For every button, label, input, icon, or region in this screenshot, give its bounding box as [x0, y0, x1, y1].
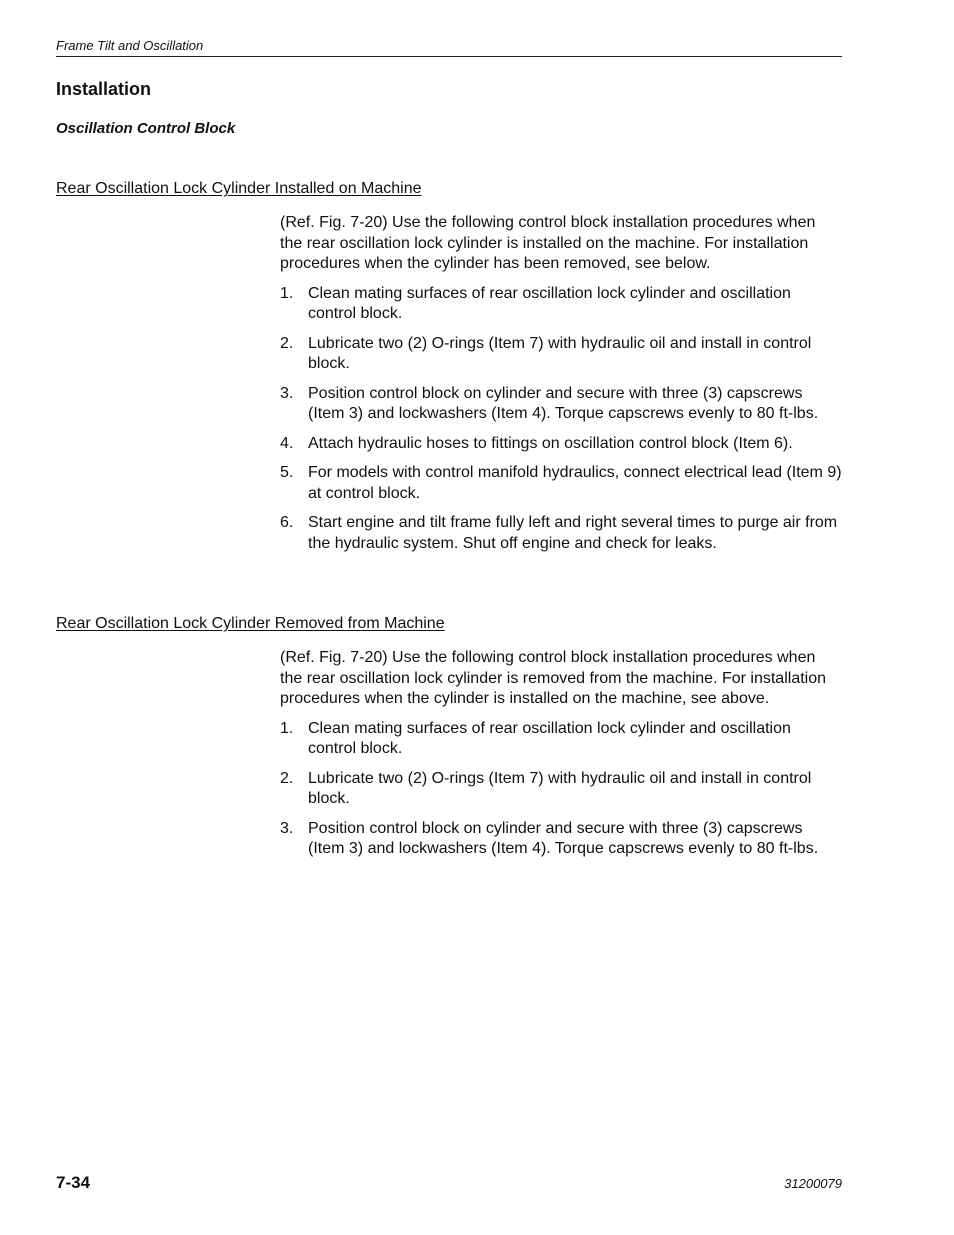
- step-text: Position control block on cylinder and secure with three (3) capscrews (Item 3) and lockwashers (Item 4). Torque capscrews evenly to 80 ft-lbs.: [308, 384, 819, 422]
- procedure-heading-installed: Rear Oscillation Lock Cylinder Installed on Machine: [56, 180, 422, 197]
- step-item: [280, 334, 842, 375]
- step-item: [280, 384, 842, 425]
- step-text: Attach hydraulic hoses to fittings on oscillation control block (Item 6).: [308, 434, 793, 452]
- step-number: 2.: [280, 769, 294, 787]
- step-number: 6.: [280, 514, 294, 531]
- step-text: Lubricate two (2) O-rings (Item 7) with hydraulic oil and install in control block.: [308, 769, 812, 807]
- step-number: 4.: [280, 434, 294, 452]
- step-text: Lubricate two (2) O-rings (Item 7) with hydraulic oil and install in control block.: [308, 334, 812, 372]
- procedure-intro: (Ref. Fig. 7-20) Use the following control block installation procedures when the rear oscillation lock cylinder is removed from the machine. For installation procedures when the cylinder is installed on the machine, see above.: [280, 649, 827, 707]
- step-list: [280, 284, 842, 555]
- procedure-heading-removed: Rear Oscillation Lock Cylinder Removed from Machine: [56, 615, 445, 632]
- step-number: 5.: [280, 464, 294, 481]
- document-number: 31200079: [784, 1176, 842, 1191]
- step-item: [280, 769, 842, 810]
- step-number: 1.: [280, 284, 294, 302]
- running-header: Frame Tilt and Oscillation: [56, 38, 842, 57]
- step-number: 1.: [280, 719, 294, 737]
- subsection-title: Oscillation Control Block: [56, 120, 236, 137]
- step-item: [280, 513, 842, 554]
- page-number: 7-34: [56, 1173, 91, 1192]
- step-item: [280, 719, 842, 760]
- step-item: [280, 434, 842, 455]
- step-text: For models with control manifold hydraulics, connect electrical lead (Item 9) at control block.: [308, 464, 842, 502]
- step-text: Clean mating surfaces of rear oscillation lock cylinder and oscillation control block.: [308, 719, 791, 757]
- step-item: [280, 819, 842, 860]
- step-text: Start engine and tilt frame fully left and right several times to purge air from the hydraulic system. Shut off engine and check for leaks.: [308, 514, 838, 552]
- step-number: 3.: [280, 384, 294, 402]
- step-item: [280, 463, 842, 504]
- section-title: Installation: [56, 79, 152, 99]
- procedure-body-removed: [280, 648, 842, 869]
- step-text: Clean mating surfaces of rear oscillation lock cylinder and oscillation control block.: [308, 284, 791, 322]
- step-item: [280, 284, 842, 325]
- step-list: [280, 719, 842, 860]
- step-number: 3.: [280, 819, 294, 837]
- procedure-body-installed: [280, 213, 842, 563]
- step-number: 2.: [280, 334, 294, 352]
- procedure-intro: (Ref. Fig. 7-20) Use the following control block installation procedures when the rear oscillation lock cylinder is installed on the machine. For installation procedures when the cylinder has been removed, see below.: [280, 214, 816, 272]
- step-text: Position control block on cylinder and secure with three (3) capscrews (Item 3) and lockwashers (Item 4). Torque capscrews evenly to 80 ft-lbs.: [308, 819, 819, 857]
